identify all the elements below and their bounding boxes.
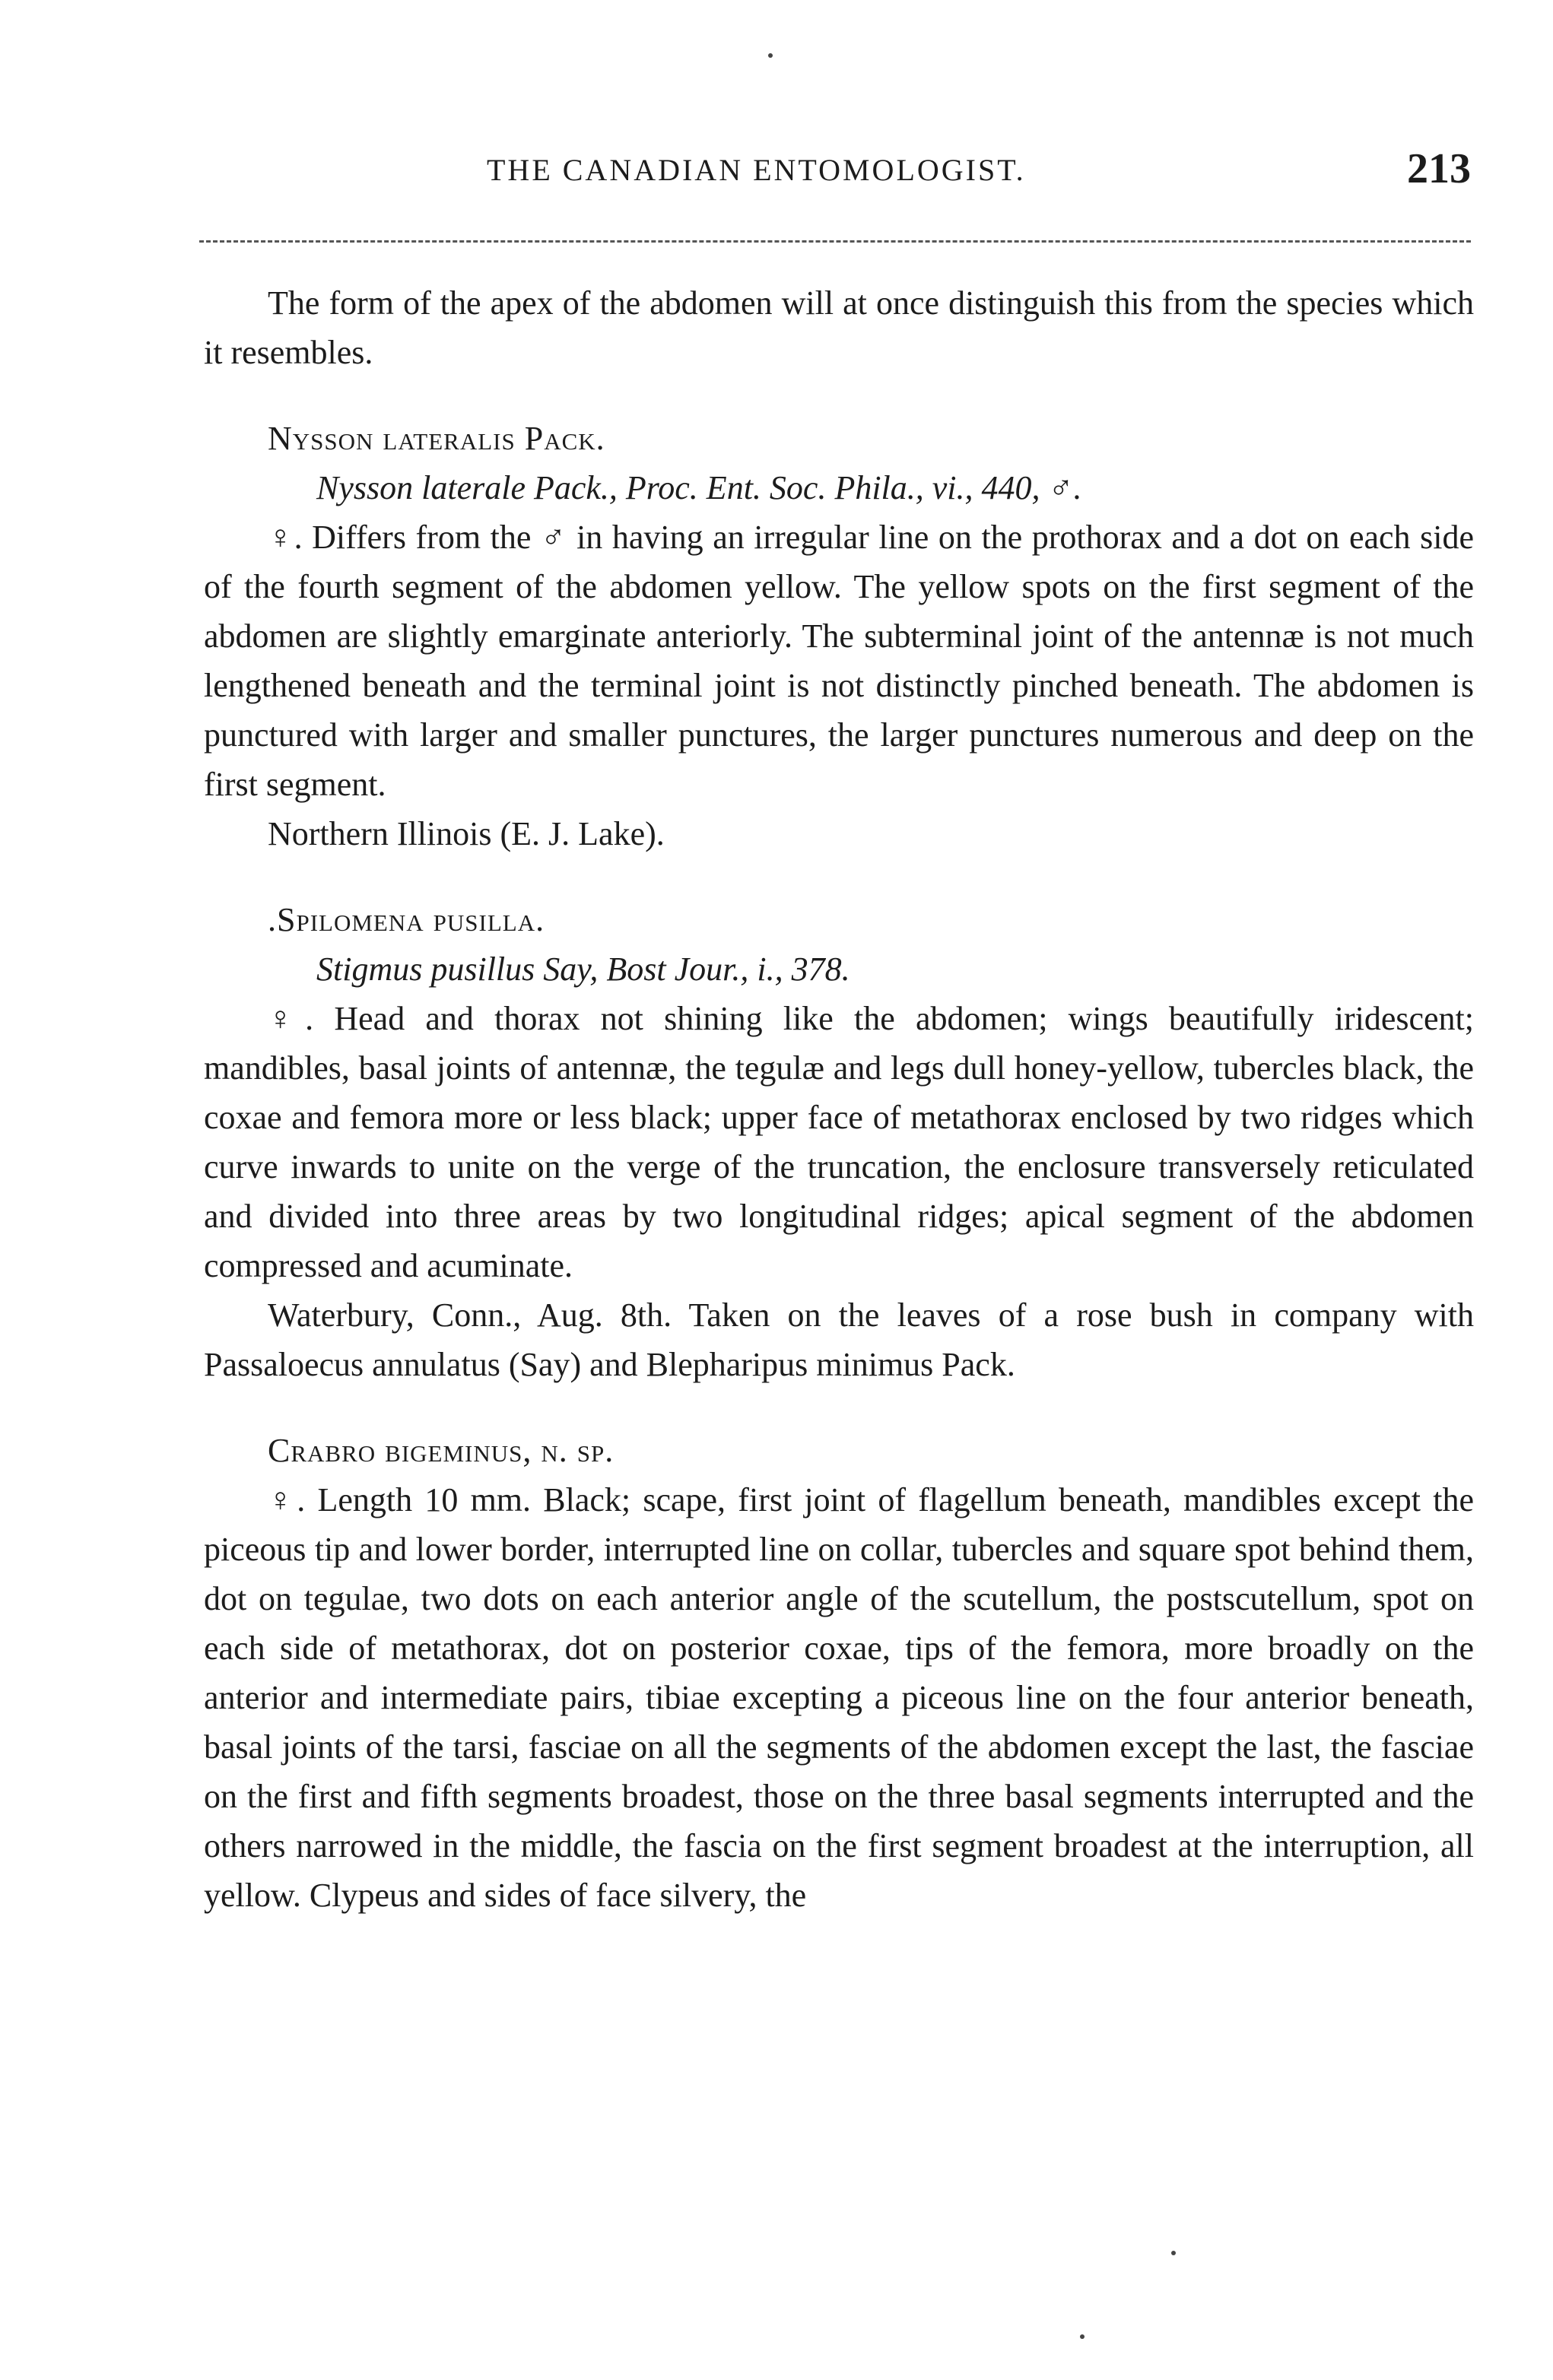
citation-text: Nysson laterale Pack., Proc. Ent. Soc. Phila., vi., 440, ♂.: [316, 469, 1082, 506]
species-heading-text: .Spilomena pusilla.: [268, 901, 545, 938]
locality-line: Waterbury, Conn., Aug. 8th. Taken on the leaves of a rose bush in company with Passaloecus annulatus (Say) and Blepharipus minimus Pack.: [204, 1296, 1474, 1383]
page-number: 213: [1407, 145, 1471, 192]
section-gap: [204, 1389, 1474, 1426]
scan-speck: [768, 53, 773, 58]
description-paragraph: ♀. Head and thorax not shining like the abdomen; wings beautifully iridescent; mandibles, basal joints of antennæ, the tegulæ and legs dull honey-yellow, tubercles black, the coxae and femora more or less black; upper face of metathorax enclosed by two ridges which curve inwards to unite on the verge of the truncation, the enclosure transversely reticulated and divided into three areas by two longitudinal ridges; apical segment of the abdomen compressed and acuminate.: [204, 1000, 1474, 1284]
section-gap: [204, 377, 1474, 414]
description-paragraph: ♀. Length 10 mm. Black; scape, first joint of flagellum beneath, mandibles except the piceous tip and lower border, interrupted line on collar, tubercles and square spot behind them, dot on tegulae, two dots on each anterior angle of the scutellum, the postscutellum, spot on each side of metathorax, dot on posterior coxae, tips of the femora, more broadly on the anterior and intermediate pairs, tibiae excepting a piceous line on the four anterior beneath, basal joints of the tarsi, fasciae on all the segments of the abdomen except the last, the fasciae on the first and fifth segments broadest, those on the three basal segments interrupted and the others narrowed in the middle, the fascia on the first segment broadest at the interruption, all yellow. Clypeus and sides of face silvery, the: [204, 1481, 1474, 1914]
running-title: THE CANADIAN ENTOMOLOGIST.: [487, 153, 1026, 187]
species-heading-text: Nysson lateralis Pack.: [268, 420, 605, 457]
citation-text: Stigmus pusillus Say, Bost Jour., i., 378.: [316, 950, 850, 988]
section-gap: [204, 858, 1474, 895]
scan-speck: [1171, 2251, 1176, 2255]
species-heading-nysson: [204, 414, 1474, 463]
paragraph-apex-note: The form of the apex of the abdomen will at once distinguish this from the species which it resembles.: [204, 284, 1474, 371]
synonym-citation: [316, 944, 1474, 994]
species-heading-text: Crabro bigeminus, n. sp.: [268, 1432, 615, 1469]
scan-speck: [1080, 2334, 1085, 2339]
synonym-citation: [316, 463, 1474, 512]
species-heading-spilomena: [204, 895, 1474, 944]
body-text: [204, 278, 1474, 1920]
page-header: [0, 0, 1553, 251]
species-heading-crabro: [204, 1426, 1474, 1475]
locality-line: Northern Illinois (E. J. Lake).: [268, 815, 665, 852]
description-paragraph: ♀. Differs from the ♂ in having an irregular line on the prothorax and a dot on each side of the fourth segment of the abdomen yellow. The yellow spots on the first segment of the abdomen are slightly emarginate anteriorly. The subterminal joint of the antennæ is not much lengthened beneath and the terminal joint is not distinctly pinched beneath. The abdomen is punctured with larger and smaller punctures, the larger punctures numerous and deep on the first segment.: [204, 519, 1474, 803]
header-rule: [199, 240, 1471, 243]
